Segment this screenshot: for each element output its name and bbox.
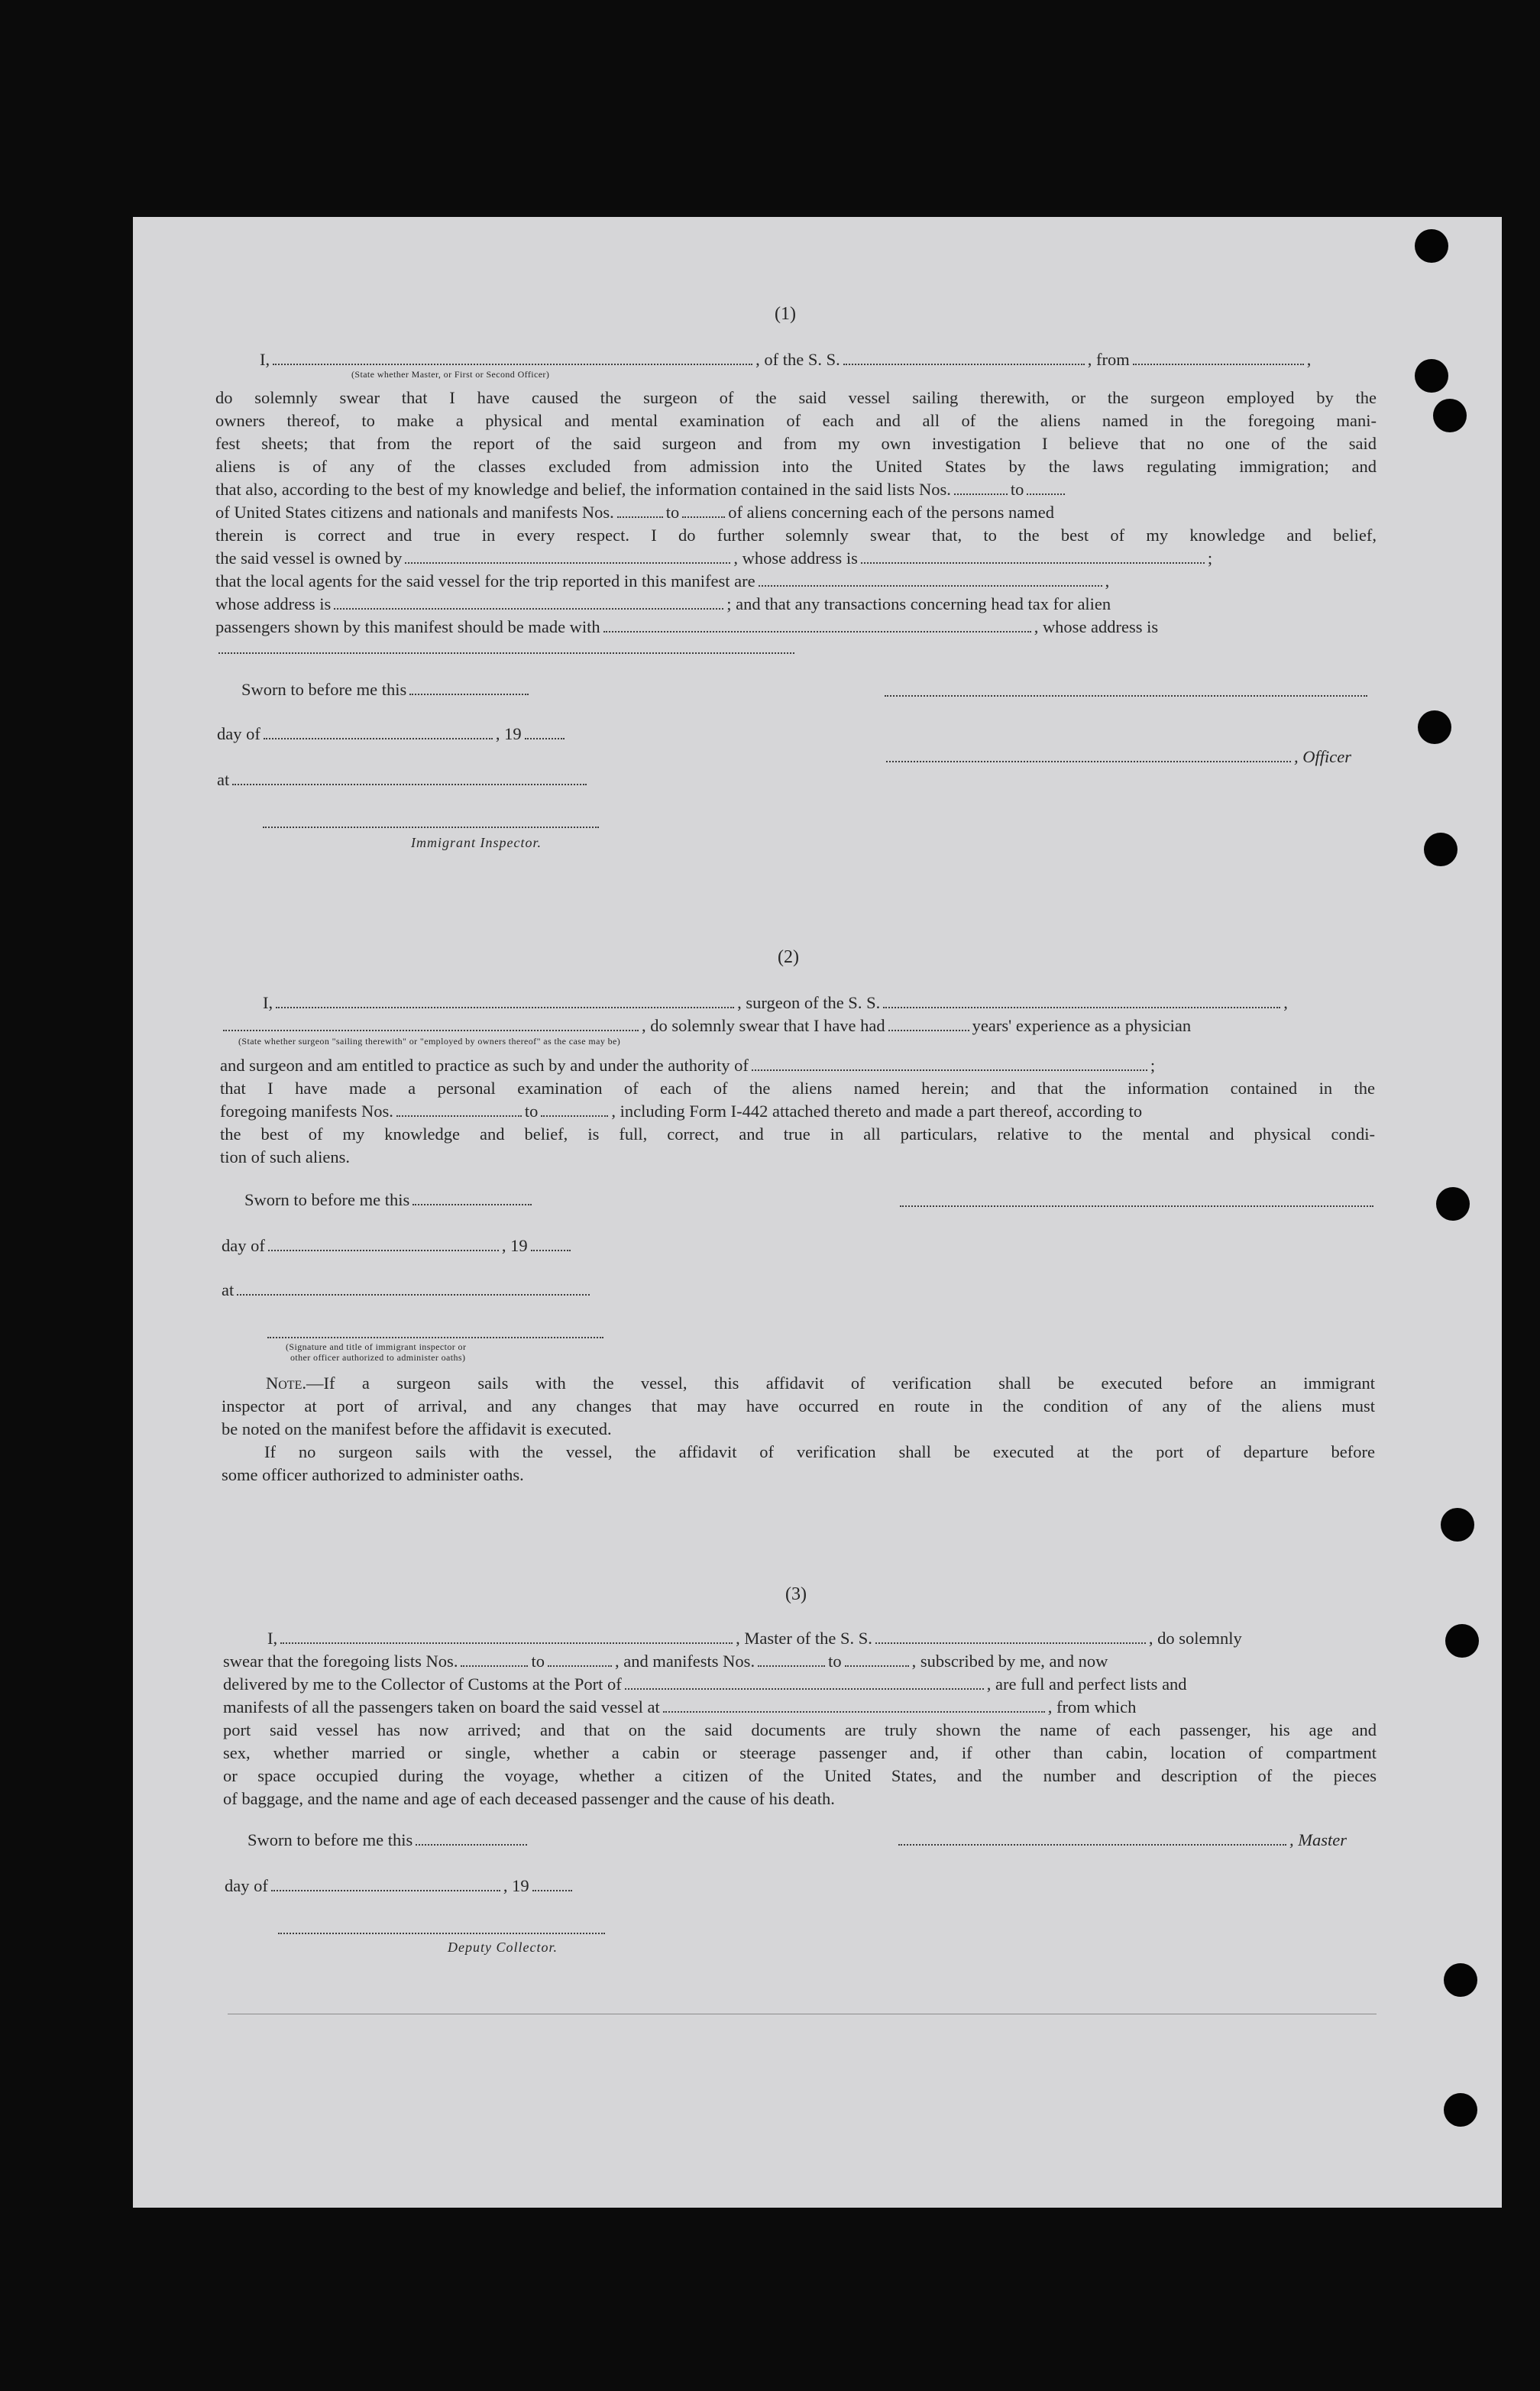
section-1-owned-line	[215, 547, 1212, 570]
punch-hole	[1424, 833, 1458, 866]
year-label: , 19	[501, 1236, 528, 1255]
section-1-inspector-label: Immigrant Inspector.	[411, 835, 542, 850]
punch-hole	[1436, 1187, 1470, 1221]
section-2-semicolon: ;	[1150, 1056, 1156, 1075]
section-1-number: (1)	[775, 304, 796, 324]
punch-hole	[1444, 2093, 1477, 2127]
section-1-text-line: do solemnly swear that I have caused the surgeon of the said vessel sailing therewith, or the surgeon employed by the	[215, 388, 1377, 407]
section-1-officer-caption: (State whether Master, or First or Second Officer)	[351, 369, 550, 380]
section-2-note-line: If no surgeon sails with the vessel, the affidavit of verification shall be executed at the port of departure before	[264, 1442, 1375, 1461]
section-1-passengers-line	[215, 616, 1158, 639]
section-1-to: to	[665, 503, 680, 522]
section-3-text-line: of baggage, and the name and age of each deceased passenger and the cause of his death.	[223, 1789, 835, 1808]
section-3-solemnly-text: , do solemnly	[1148, 1629, 1242, 1648]
section-2-comma: ,	[1283, 993, 1288, 1012]
section-3-manifests-text: , and manifests Nos.	[614, 1652, 755, 1671]
section-3-line-1	[267, 1627, 1242, 1650]
punch-hole	[1415, 359, 1448, 393]
section-2-i: I,	[263, 993, 273, 1012]
section-1-comma: ,	[1105, 571, 1110, 590]
section-3-perfect-text: , are full and perfect lists and	[986, 1674, 1187, 1694]
day-of-label: day of	[225, 1876, 268, 1895]
section-1-agents-text: that the local agents for the said vessel for the trip reported in this manifest are	[215, 571, 755, 590]
section-1-at	[217, 768, 590, 791]
section-3-master-label: , Master of the S. S.	[736, 1629, 872, 1648]
section-1-line-1	[260, 348, 1311, 371]
section-1-day	[217, 723, 568, 746]
section-2-sig-caption: other officer authorized to administer oaths)	[290, 1352, 466, 1363]
punch-hole	[1445, 1624, 1479, 1658]
section-3-to: to	[531, 1652, 545, 1671]
section-1-lists-text: that also, according to the best of my knowledge and belief, the information contained in the said lists Nos.	[215, 480, 951, 499]
section-1-officer-signature-line	[885, 695, 1367, 697]
section-3-port-text: delivered by me to the Collector of Customs at the Port of	[223, 1674, 622, 1694]
section-2-surgeon-label: , surgeon of the S. S.	[737, 993, 881, 1012]
section-3-line-3	[223, 1673, 1187, 1696]
section-1-i: I,	[260, 350, 270, 369]
section-2-text-line: that I have made a personal examination of each of the aliens named herein; and that the information contained in the	[220, 1079, 1375, 1098]
punch-hole	[1444, 1963, 1477, 1997]
section-3-text-line: port said vessel has now arrived; and that on the said documents are truly shown the name of each passenger, his age and	[223, 1720, 1377, 1739]
section-3-text-line: or space occupied during the voyage, whether a citizen of the United States, and the number and description of the pieces	[223, 1766, 1377, 1785]
sworn-label: Sworn to before me this	[247, 1830, 413, 1849]
section-1-address-text: whose address is	[215, 594, 332, 613]
section-3-master	[895, 1829, 1347, 1852]
section-1-head-tax-text: ; and that any transactions concerning head tax for alien	[726, 594, 1111, 613]
section-1-from-label: , from	[1087, 350, 1130, 369]
section-2-note-line: be noted on the manifest before the affidavit is executed.	[222, 1419, 612, 1438]
section-2-sworn	[244, 1189, 535, 1212]
section-2-line-1	[263, 992, 1288, 1014]
section-1-lists-line	[215, 478, 1068, 501]
section-1-manifests-text: of United States citizens and nationals and manifests Nos.	[215, 503, 614, 522]
section-1-text-line: owners thereof, to make a physical and mental examination of each and all of the aliens named in the foregoing mani-	[215, 411, 1377, 430]
section-1-address-text: , whose address is	[1034, 617, 1159, 636]
section-2-inspector-line	[267, 1337, 603, 1338]
note-text: —If a surgeon sails with the vessel, this affidavit of verification shall be executed before an immigrant	[306, 1373, 1375, 1393]
section-2-sig-caption: (Signature and title of immigrant inspector or	[286, 1341, 467, 1352]
at-label: at	[222, 1280, 235, 1299]
section-2-text-line: the best of my knowledge and belief, is full, correct, and true in all particulars, relative to the mental and physical condi-	[220, 1124, 1375, 1144]
section-3-collector-label: Deputy Collector.	[448, 1940, 558, 1955]
section-3-line-2	[223, 1650, 1108, 1673]
section-1-address-text: , whose address is	[733, 548, 858, 568]
section-2-day	[222, 1234, 574, 1257]
section-3-text-line: sex, whether married or single, whether a cabin or steerage passenger and, if other than cabin, location of compartment	[223, 1743, 1377, 1762]
section-3-from-which-text: , from which	[1047, 1697, 1137, 1716]
section-3-line-4	[223, 1696, 1136, 1719]
section-3-board-text: manifests of all the passengers taken on board the said vessel at	[223, 1697, 660, 1716]
section-3-subscribed-text: , subscribed by me, and now	[911, 1652, 1108, 1671]
section-2-note-line: inspector at port of arrival, and any changes that may have occurred en route in the condition of any of the aliens must	[222, 1396, 1375, 1416]
section-3-day	[225, 1875, 575, 1898]
section-2-at	[222, 1279, 593, 1302]
section-1-passengers-text: passengers shown by this manifest should be made with	[215, 617, 600, 636]
section-2-number: (2)	[778, 947, 799, 967]
section-3-sworn	[247, 1829, 530, 1852]
at-label: at	[217, 770, 230, 789]
section-3-i: I,	[267, 1629, 278, 1648]
section-1-agents-line	[215, 570, 1109, 593]
sworn-label: Sworn to before me this	[244, 1190, 410, 1209]
section-1-sworn	[241, 678, 532, 701]
section-2-line-3	[220, 1054, 1155, 1077]
punch-hole	[1415, 229, 1448, 263]
section-2-manifests-text: foregoing manifests Nos.	[220, 1102, 393, 1121]
note-label: Note.	[266, 1373, 306, 1393]
section-2-note-line: some officer authorized to administer oaths.	[222, 1465, 524, 1484]
section-2-surgeon-caption: (State whether surgeon "sailing therewith" or "employed by owners thereof" as the case may be)	[238, 1036, 621, 1047]
section-2-signature-line	[900, 1205, 1373, 1207]
day-of-label: day of	[222, 1236, 265, 1255]
section-1-aliens-text: of aliens concerning each of the persons named	[728, 503, 1054, 522]
section-2-text-line: tion of such aliens.	[220, 1147, 350, 1166]
section-1-text-line: fest sheets; that from the report of the said surgeon and from my own investigation I believe that no one of the said	[215, 434, 1377, 453]
section-1-text-line: aliens is of any of the classes excluded from admission into the United States by the laws regulating immigration; and	[215, 457, 1377, 476]
punch-hole	[1441, 1508, 1474, 1542]
section-1-address-blank	[218, 652, 794, 654]
officer-label: , Officer	[1294, 747, 1351, 766]
section-1-to: to	[1010, 480, 1024, 499]
section-1-vessel-label: , of the S. S.	[755, 350, 840, 369]
year-label: , 19	[503, 1876, 529, 1895]
section-2-line-5	[220, 1100, 1142, 1123]
section-2-line-2	[220, 1014, 1191, 1037]
section-1-owned-text: the said vessel is owned by	[215, 548, 403, 568]
sworn-label: Sworn to before me this	[241, 680, 407, 699]
section-3-number: (3)	[785, 1584, 807, 1604]
section-2-swear-text: , do solemnly swear that I have had	[642, 1016, 885, 1035]
day-of-label: day of	[217, 724, 260, 743]
section-2-experience-text: years' experience as a physician	[972, 1016, 1192, 1035]
year-label: , 19	[495, 724, 522, 743]
section-2-form-text: , including Form I-442 attached thereto and made a part thereof, according to	[611, 1102, 1143, 1121]
section-2-note-line	[266, 1372, 1375, 1395]
section-2-to: to	[524, 1102, 539, 1121]
section-2-authority-text: and surgeon and am entitled to practice as such by and under the authority of	[220, 1056, 749, 1075]
section-1-comma: ,	[1306, 350, 1312, 369]
section-3-lists-text: swear that the foregoing lists Nos.	[223, 1652, 458, 1671]
section-1-inspector-line	[263, 827, 599, 828]
section-1-officer	[883, 746, 1351, 768]
section-1-text-line: therein is correct and true in every respect. I do further solemnly swear that, to the best of my knowledge and belief,	[215, 526, 1377, 545]
section-1-manifests-line	[215, 501, 1054, 524]
section-1-semicolon: ;	[1207, 548, 1213, 568]
punch-hole	[1433, 399, 1467, 432]
section-1-agent-address-line	[215, 593, 1111, 616]
master-label: , Master	[1289, 1830, 1347, 1849]
section-3-to: to	[828, 1652, 842, 1671]
section-3-collector-line	[278, 1933, 605, 1934]
punch-hole	[1418, 710, 1451, 744]
